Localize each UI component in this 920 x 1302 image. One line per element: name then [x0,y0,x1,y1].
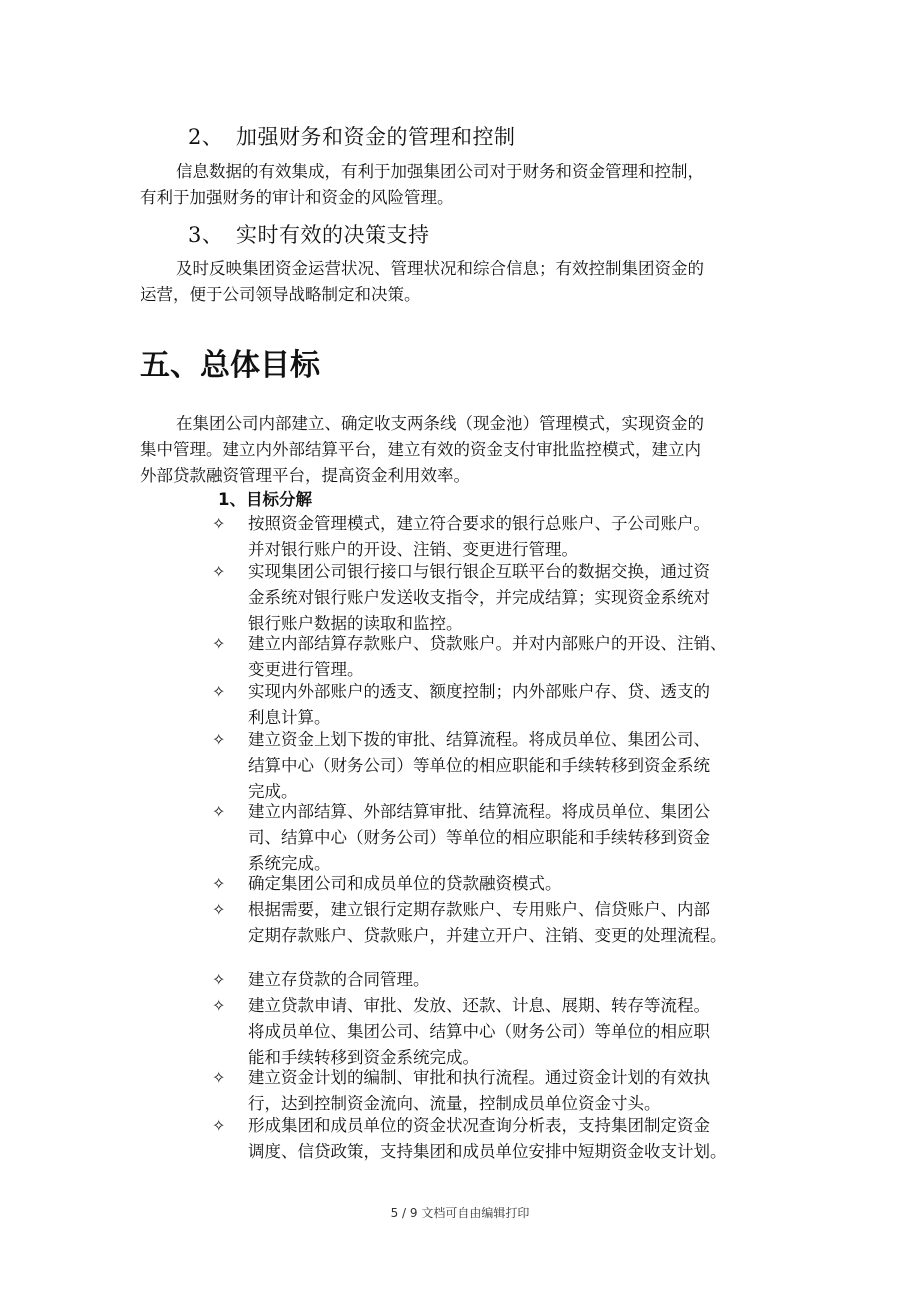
bullet-line: 建立内部结算、外部结算审批、结算流程。将成员单位、集团公 [248,802,710,821]
bullet-line: 按照资金管理模式，建立符合要求的银行总账户、子公司账户。 [248,514,710,533]
bullet-text [248,897,727,949]
bullet-line: 定期存款账户、贷款账户，并建立开户、注销、变更的处理流程。 [248,926,727,945]
diamond-bullet-icon: ✧ [212,562,226,581]
bullet-line: 结算中心（财务公司）等单位的相应职能和手续转移到资金系统 [248,756,710,775]
bullet-line: 变更进行管理。 [248,660,364,679]
diamond-bullet-icon: ✧ [212,1116,226,1135]
bullet-line: 确定集团公司和成员单位的贷款融资模式。 [248,874,562,893]
bullet-text [248,993,710,1071]
bullet-text [248,1113,727,1165]
bullet-line: 司、结算中心（财务公司）等单位的相应职能和手续转移到资金 [248,828,710,847]
page-footer: 5 / 9 文档可自由编辑打印 [390,1206,530,1220]
bullet-line: 建立贷款申请、审批、发放、还款、计息、展期、转存等流程。 [248,996,710,1015]
paragraph-line: 在集团公司内部建立、确定收支两条线（现金池）管理模式，实现资金的 [176,414,704,433]
bullet-line: 利息计算。 [248,708,331,727]
bullet-line: 调度、信贷政策，支持集团和成员单位安排中短期资金收支计划。 [248,1142,727,1161]
bullet-line: 建立内部结算存款账户、贷款账户。并对内部账户的开设、注销、 [248,634,727,653]
bullet-line: 银行账户数据的读取和监控。 [248,614,463,633]
bullet-line: 并对银行账户的开设、注销、变更进行管理。 [248,540,578,559]
paragraph-3 [140,256,780,308]
paragraph-line: 有利于加强财务的审计和资金的风险管理。 [140,188,454,207]
diamond-bullet-icon: ✧ [212,682,226,701]
bullet-text [248,967,430,993]
intro-paragraph [140,411,780,489]
bullet-text [248,799,710,877]
paragraph-line: 外部贷款融资管理平台，提高资金利用效率。 [140,466,470,485]
bullet-text [248,1065,710,1117]
paragraph-line: 信息数据的有效集成，有利于加强集团公司对于财务和资金管理和控制， [176,162,704,181]
bullet-line: 形成集团和成员单位的资金状况查询分析表，支持集团制定资金 [248,1116,710,1135]
bullet-line: 建立存贷款的合同管理。 [248,970,430,989]
subheading: 1、目标分解 [218,490,312,509]
paragraph-line: 及时反映集团资金运营状况、管理状况和综合信息；有效控制集团资金的 [176,259,704,278]
section-title: 加强财务和资金的管理和控制 [236,125,516,149]
diamond-bullet-icon: ✧ [212,996,226,1015]
bullet-text [248,871,562,897]
bullet-line: 能和手续转移到资金系统完成。 [248,1048,479,1067]
bullet-line: 完成。 [248,782,298,801]
bullet-text [248,559,710,637]
bullet-text [248,679,710,731]
bullet-text [248,727,710,805]
chapter-title: 五、总体目标 [140,348,320,383]
diamond-bullet-icon: ✧ [212,970,226,989]
section-title: 实时有效的决策支持 [236,223,430,247]
bullet-line: 行，达到控制资金流向、流量，控制成员单位资金寸头。 [248,1094,661,1113]
bullet-line: 建立资金上划下拨的审批、结算流程。将成员单位、集团公司、 [248,730,710,749]
bullet-line: 将成员单位、集团公司、结算中心（财务公司）等单位的相应职 [248,1022,710,1041]
section-number: 2、 [188,125,224,149]
bullet-text [248,631,727,683]
bullet-line: 实现集团公司银行接口与银行银企互联平台的数据交换，通过资 [248,562,710,581]
bullet-line: 实现内外部账户的透支、额度控制；内外部账户存、贷、透支的 [248,682,710,701]
diamond-bullet-icon: ✧ [212,730,226,749]
bullet-line: 根据需要，建立银行定期存款账户、专用账户、信贷账户、内部 [248,900,710,919]
diamond-bullet-icon: ✧ [212,634,226,653]
diamond-bullet-icon: ✧ [212,900,226,919]
bullet-line: 系统完成。 [248,854,331,873]
paragraph-line: 运营，便于公司领导战略制定和决策。 [140,285,421,304]
paragraph-line: 集中管理。建立内外部结算平台，建立有效的资金支付审批监控模式，建立内 [140,440,701,459]
bullet-text [248,511,710,563]
bullet-line: 金系统对银行账户发送收支指令，并完成结算；实现资金系统对 [248,588,710,607]
diamond-bullet-icon: ✧ [212,514,226,533]
section-heading-3 [188,219,430,249]
diamond-bullet-icon: ✧ [212,1068,226,1087]
paragraph-2 [140,159,780,211]
diamond-bullet-icon: ✧ [212,802,226,821]
section-heading-2 [188,121,516,151]
diamond-bullet-icon: ✧ [212,874,226,893]
bullet-line: 建立资金计划的编制、审批和执行流程。通过资金计划的有效执 [248,1068,710,1087]
section-number: 3、 [188,223,224,247]
